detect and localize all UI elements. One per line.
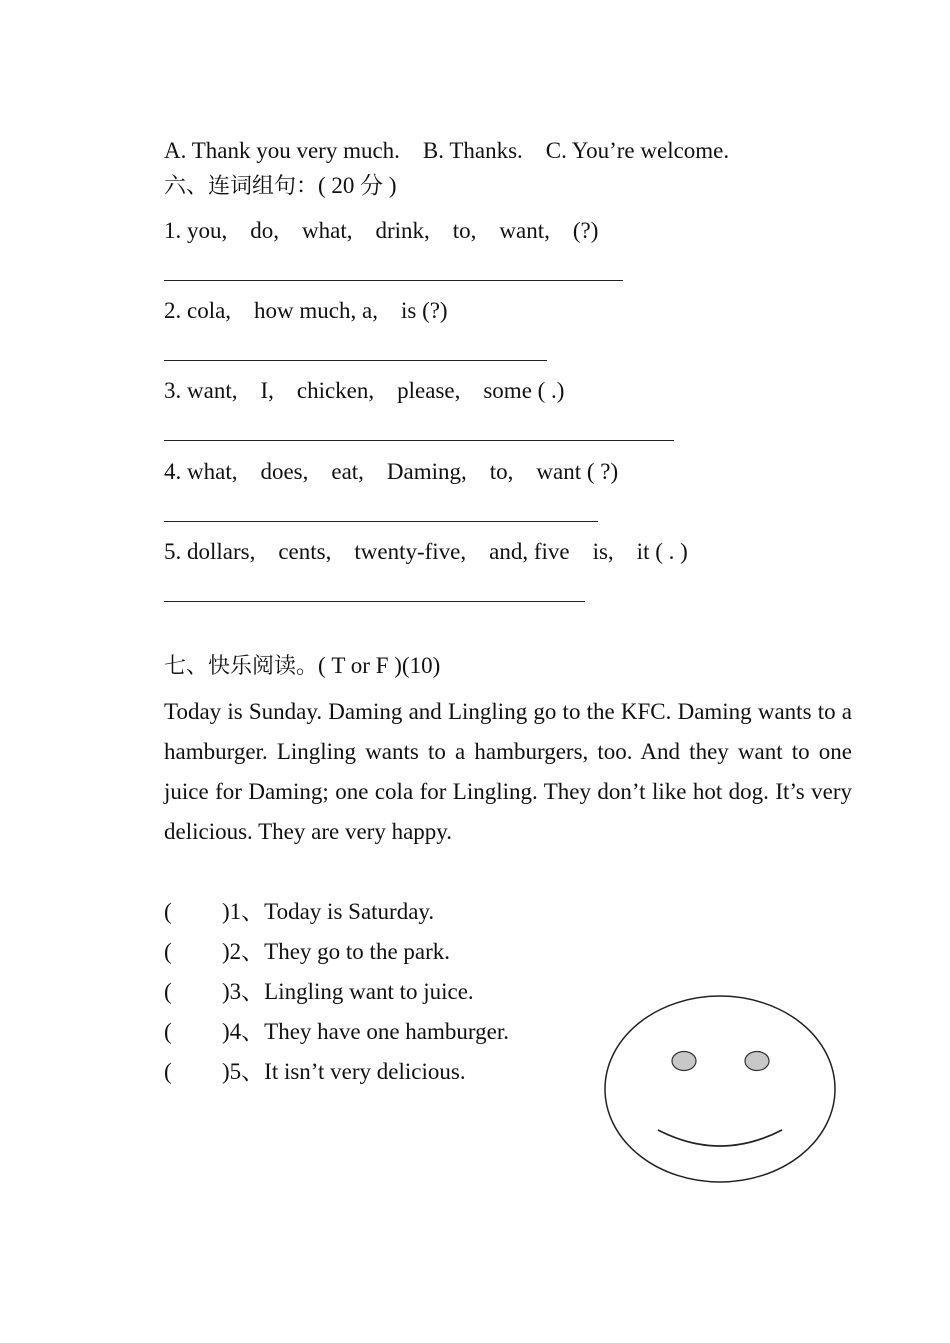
section7-heading-paren: ( T or F ) [318, 653, 402, 678]
tf-question-text-4: )4、They have one hamburger. [222, 1019, 509, 1044]
answer-line-2[interactable] [164, 360, 547, 361]
section6-heading-cn: 六、连词组句： [164, 174, 319, 199]
answer-line-5[interactable] [164, 601, 585, 602]
tf-question-2 [164, 937, 450, 967]
tf-answer-blank-2[interactable]: ( [164, 939, 172, 964]
tf-question-text-5: )5、It isn’t very delicious. [222, 1059, 466, 1084]
smiley-face-outline [605, 996, 835, 1182]
tf-question-text-1: )1、Today is Saturday. [222, 899, 435, 924]
section7-heading-score: (10) [401, 653, 441, 678]
answer-options: A. Thank you very much. B. Thanks. C. You’re welcome. [164, 138, 730, 163]
tf-answer-blank-4[interactable]: ( [164, 1019, 172, 1044]
smiley-right-eye [745, 1052, 769, 1071]
smiley-left-eye [672, 1052, 696, 1071]
tf-question-text-2: )2、They go to the park. [222, 939, 451, 964]
tf-question-1 [164, 897, 434, 927]
section6-heading-score: ( 20 分 ) [318, 173, 397, 198]
tf-question-5 [164, 1057, 466, 1087]
tf-question-3 [164, 977, 474, 1007]
tf-question-text-3: )3、Lingling want to juice. [222, 979, 474, 1004]
answer-line-3[interactable] [164, 440, 674, 441]
answer-line-4[interactable] [164, 521, 598, 522]
sentence-item-5: 5. dollars, cents, twenty-five, and, five is, it ( . ) [164, 539, 688, 564]
tf-answer-blank-3[interactable]: ( [164, 979, 172, 1004]
sentence-item-1: 1. you, do, what, drink, to, want, (?) [164, 218, 599, 243]
section7-heading [164, 651, 440, 682]
reading-passage: Today is Sunday. Daming and Lingling go to the KFC. Daming wants to a hamburger. Lingling wants to a hamburgers, too. And they want to one juice for Daming; one cola for Lingling. They don’t like hot dog. It’s very delicious. They are very happy. [164, 699, 852, 844]
tf-answer-blank-5[interactable]: ( [164, 1059, 172, 1084]
tf-question-4 [164, 1017, 509, 1047]
smiley-face-icon [600, 990, 845, 1190]
tf-answer-blank-1[interactable]: ( [164, 899, 172, 924]
section7-heading-cn: 七、快乐阅读。 [164, 654, 319, 679]
sentence-item-2: 2. cola, how much, a, is (?) [164, 298, 448, 323]
sentence-item-4: 4. what, does, eat, Daming, to, want ( ?) [164, 459, 619, 484]
section6-heading [164, 171, 397, 202]
answer-line-1[interactable] [164, 280, 623, 281]
sentence-item-3: 3. want, I, chicken, please, some ( .) [164, 378, 565, 403]
